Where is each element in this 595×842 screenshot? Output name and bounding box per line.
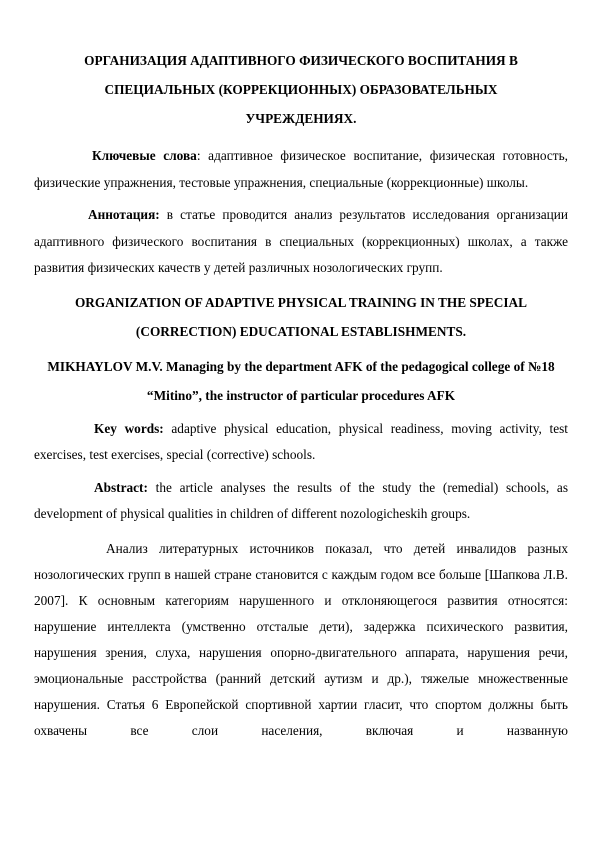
russian-keywords-text: : адаптивное физическое воспитание, физическая готовность, физические упражнения, тестовые упражнения, специальные (коррекционные) школы. — [34, 148, 568, 190]
english-abstract — [34, 475, 568, 528]
russian-abstract-text: в статье проводится анализ результатов исследования организации адаптивного физического воспитания в специальных (коррекционных) школах, а также развития физических качеств у детей различных нозологических групп. — [34, 207, 568, 275]
body-paragraph: Анализ литературных источников показал, что детей инвалидов разных нозологических групп в нашей стране становится с каждым годом все больше [Шапкова Л.В. 2007]. К основным категориям нарушенного и отклоняющегося развития относятся: нарушение интеллекта (умственно отсталые дети), задержка психического развития, нарушения зрения, слуха, нарушения опорно-двигательного аппарата, нарушения речи, эмоциональные расстройства (ранний детский аутизм и др.), тяжелые множественные нарушения. Статья 6 Европейской спортивной хартии гласит, что спортом должны быть охвачены все слои населения, включая и названную — [34, 540, 568, 738]
russian-abstract-label: Аннотация: — [88, 207, 160, 222]
english-author-line: MIKHAYLOV M.V. Managing by the department AFK of the pedagogical college of №18 “Mitino”, the instructor of particular procedures AFK — [47, 358, 555, 403]
english-title: ORGANIZATION OF ADAPTIVE PHYSICAL TRAINING IN THE SPECIAL (CORRECTION) EDUCATIONAL ESTABLISHMENTS. — [74, 294, 528, 339]
russian-keywords-label: Ключевые слова — [92, 148, 197, 163]
russian-abstract — [34, 202, 568, 282]
english-abstract-text: the article analyses the results of the study the (remedial) schools, as development of physical qualities in children of different nozologicheskih groups. — [34, 479, 568, 521]
document-page — [34, 46, 568, 744]
russian-keywords — [34, 143, 568, 196]
english-keywords-text: adaptive physical education, physical readiness, moving activity, test exercises, test exercises, special (corrective) schools. — [34, 420, 568, 462]
english-abstract-label: Abstract: — [94, 479, 148, 495]
russian-title: ОРГАНИЗАЦИЯ АДАПТИВНОГО ФИЗИЧЕСКОГО ВОСПИТАНИЯ В СПЕЦИАЛЬНЫХ (КОРРЕКЦИОННЫХ) ОБРАЗОВАТЕЛЬНЫХ УЧРЕЖДЕНИЯХ. — [84, 53, 518, 126]
english-keywords — [34, 416, 568, 469]
english-keywords-label: Key words: — [94, 420, 164, 436]
